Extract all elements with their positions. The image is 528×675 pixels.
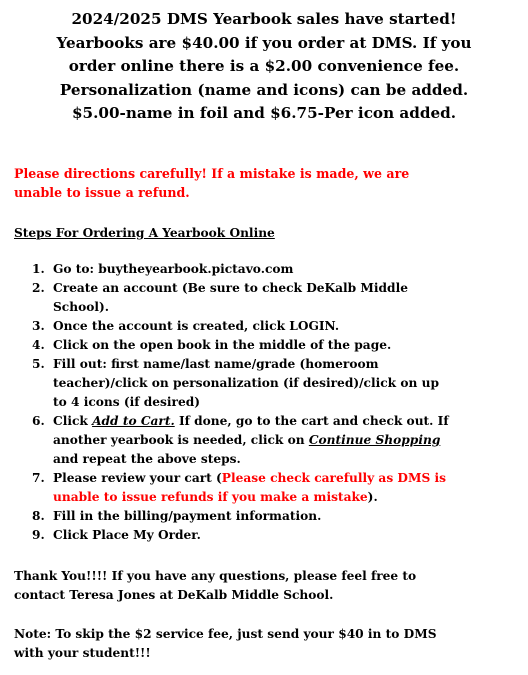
step-number: 6.	[32, 414, 45, 428]
step-item	[32, 412, 522, 469]
step-text: to 4 icons (if desired)	[53, 395, 200, 409]
step-text-part: ).	[367, 490, 378, 504]
refund-caution: unable to issue refunds if you make a mistake	[53, 490, 368, 504]
headline-line: $5.00-name in foil and $6.75-Per icon added.	[71, 104, 457, 122]
add-to-cart-label: Add to Cart.	[92, 414, 175, 428]
step-text	[53, 469, 522, 488]
step-number: 9.	[32, 528, 45, 542]
continue-shopping-label: Continue Shopping	[308, 433, 441, 447]
step-text: School).	[53, 300, 109, 314]
thanks-paragraph	[14, 567, 519, 605]
step-item	[32, 355, 522, 412]
step-text: Fill in the billing/payment information.	[53, 509, 322, 523]
note-line: Note: To skip the $2 service fee, just send your $40 in to DMS	[14, 627, 437, 641]
step-text: Once the account is created, click LOGIN.	[53, 319, 340, 333]
step-text: Click on the open book in the middle of the page.	[53, 338, 392, 352]
step-text: Create an account (Be sure to check DeKalb Middle	[53, 281, 408, 295]
steps-heading: Steps For Ordering A Yearbook Online	[14, 226, 275, 240]
thanks-line: contact Teresa Jones at DeKalb Middle School.	[14, 588, 334, 602]
step-text: Go to: buytheyearbook.pictavo.com	[53, 262, 294, 276]
step-number: 8.	[32, 509, 45, 523]
step-item	[32, 317, 522, 336]
step-item	[32, 260, 522, 279]
step-item	[32, 279, 522, 317]
note-line: with your student!!!	[14, 646, 151, 660]
refund-caution: Please check carefully as DMS is	[221, 471, 447, 485]
step-number: 4.	[32, 338, 45, 352]
refund-warning	[14, 164, 519, 202]
headline	[4, 8, 524, 126]
headline-line: Yearbooks are $40.00 if you order at DMS. If you	[56, 33, 472, 52]
note-paragraph	[14, 625, 519, 663]
warning-line: unable to issue a refund.	[14, 185, 190, 200]
headline-line: order online there is a $2.00 convenience fee.	[68, 57, 460, 75]
step-text-part: If done, go to the cart and check out. If	[174, 414, 449, 428]
step-number: 2.	[32, 281, 45, 295]
step-text: teacher)/click on personalization (if desired)/click on up	[53, 376, 439, 390]
step-number: 3.	[32, 319, 45, 333]
step-text-part: Click	[53, 414, 93, 428]
step-item	[32, 336, 522, 355]
step-text	[53, 488, 522, 507]
headline-line: Personalization (name and icons) can be added.	[59, 80, 469, 99]
step-text: Fill out: first name/last name/grade (homeroom	[53, 357, 379, 371]
headline-line: 2024/2025 DMS Yearbook sales have started!	[71, 10, 457, 28]
step-item	[32, 526, 522, 545]
thanks-line: Thank You!!!! If you have any questions, please feel free to	[14, 569, 417, 583]
step-number: 5.	[32, 357, 45, 371]
warning-line: Please directions carefully! If a mistake is made, we are	[14, 166, 410, 181]
step-text-part: another yearbook is needed, click on	[53, 433, 309, 447]
step-text: Click Place My Order.	[53, 528, 201, 542]
steps-list	[32, 260, 522, 545]
step-text	[53, 431, 522, 450]
step-number: 7.	[32, 471, 45, 485]
step-text-part: Please review your cart (	[53, 471, 222, 485]
step-item	[32, 469, 522, 507]
step-number: 1.	[32, 262, 45, 276]
step-text: and repeat the above steps.	[53, 452, 241, 466]
step-item	[32, 507, 522, 526]
step-text	[53, 412, 522, 431]
